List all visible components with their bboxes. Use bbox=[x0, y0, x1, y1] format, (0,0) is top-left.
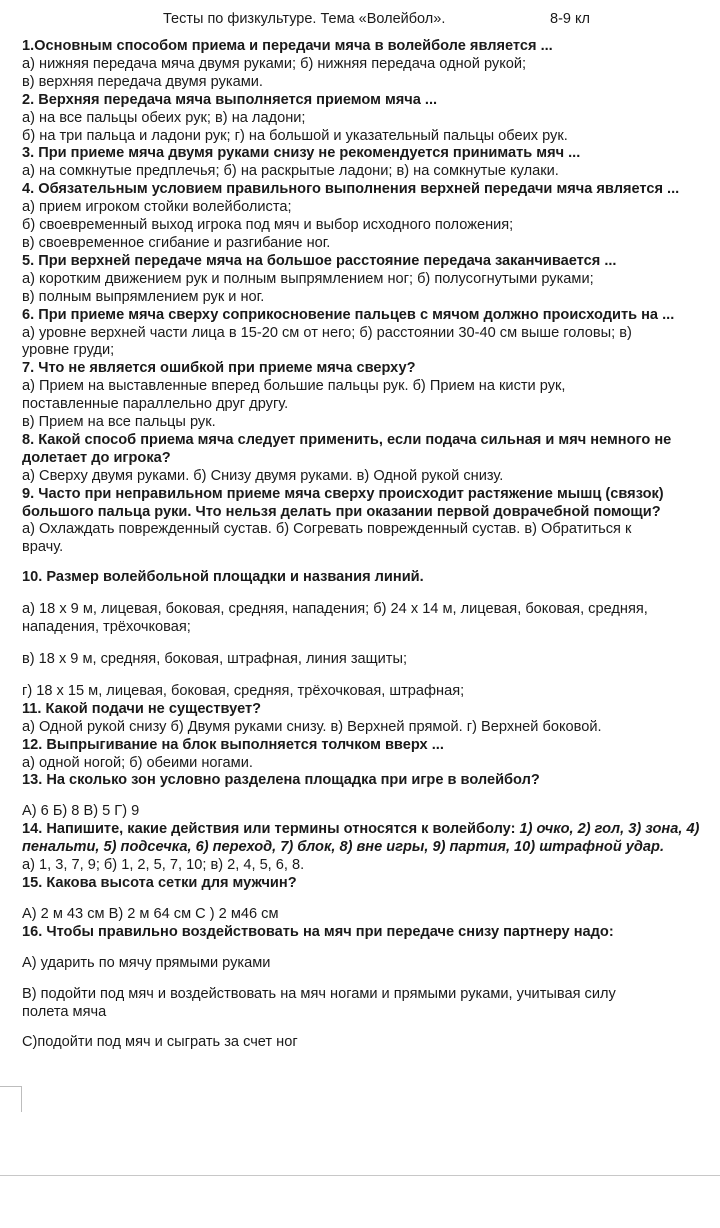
answer-line: а) Прием на выставленные вперед большие пальцы рук. б) Прием на кисти рук, bbox=[22, 378, 566, 395]
question-10: 10. Размер волейбольной площадки и названия линий. bbox=[22, 569, 424, 586]
answer-line: а) Сверху двумя руками. б) Снизу двумя руками. в) Одной рукой снизу. bbox=[22, 467, 504, 484]
answer-line: а) уровне верхней части лица в 15-20 см от него; б) расстоянии 30-40 см выше головы; в) bbox=[22, 324, 632, 341]
answer-line: а) 18 х 9 м, лицевая, боковая, средняя, нападения; б) 24 х 14 м, лицевая, боковая, средняя, bbox=[22, 601, 648, 618]
question-7: 7. Что не является ошибкой при приеме мяча сверху? bbox=[22, 360, 416, 377]
grade-label: 8-9 кл bbox=[550, 11, 590, 27]
answer-line: а) Одной рукой снизу б) Двумя руками снизу. в) Верхней прямой. г) Верхней боковой. bbox=[22, 718, 602, 735]
answer-line: С)подойти под мяч и сыграть за счет ног bbox=[22, 1034, 298, 1051]
question-12: 12. Выпрыгивание на блок выполняется толчком вверх ... bbox=[22, 736, 444, 753]
answer-line: А) 6 Б) 8 В) 5 Г) 9 bbox=[22, 803, 140, 820]
question-16: 16. Чтобы правильно воздействовать на мяч при передаче снизу партнеру надо: bbox=[22, 923, 614, 940]
question-9: 9. Часто при неправильном приеме мяча сверху происходит растяжение мышц (связок) bbox=[22, 485, 664, 502]
test-title: Тесты по физкультуре. Тема «Волейбол». bbox=[163, 11, 446, 27]
question-6: 6. При приеме мяча сверху соприкосновение пальцев с мячом должно происходить на ... bbox=[22, 306, 675, 323]
answer-line: а) одной ногой; б) обеими ногами. bbox=[22, 754, 253, 771]
answer-line: г) 18 х 15 м, лицевая, боковая, средняя, трёхочковая, штрафная; bbox=[22, 682, 465, 699]
question-2: 2. Верхняя передача мяча выполняется приемом мяча ... bbox=[22, 91, 438, 108]
question-14-intro: 14. Напишите, какие действия или термины относятся к волейболу: bbox=[22, 821, 516, 838]
answer-line: а) на все пальцы обеих рук; в) на ладони; bbox=[22, 109, 306, 126]
answer-line: б) на три пальца и ладони рук; г) на большой и указательный пальцы обеих рук. bbox=[22, 127, 568, 144]
answer-line: в) верхняя передача двумя руками. bbox=[22, 73, 263, 90]
answer-line: в) своевременное сгибание и разгибание ног. bbox=[22, 234, 331, 251]
question-9-cont: большого пальца руки. Что нельзя делать при оказании первой доврачебной помощи? bbox=[22, 503, 661, 520]
answer-line: А) 2 м 43 см В) 2 м 64 см С ) 2 м46 см bbox=[22, 905, 279, 922]
answer-line: уровне груди; bbox=[22, 342, 115, 359]
corner-box bbox=[0, 1086, 22, 1112]
answer-line: а) коротким движением рук и полным выпрямлением ног; б) полусогнутыми руками; bbox=[22, 270, 594, 287]
question-8: 8. Какой способ приема мяча следует применить, если подача сильная и мяч немного не bbox=[22, 431, 672, 448]
answer-line: а) 1, 3, 7, 9; б) 1, 2, 5, 7, 10; в) 2, 4, 5, 6, 8. bbox=[22, 857, 305, 874]
answer-line: А) ударить по мячу прямыми руками bbox=[22, 954, 271, 971]
test-content bbox=[22, 38, 718, 1052]
answer-line: нападения, трёхочковая; bbox=[22, 619, 191, 636]
question-3: 3. При приеме мяча двумя руками снизу не рекомендуется принимать мяч ... bbox=[22, 145, 581, 162]
question-14 bbox=[22, 821, 718, 839]
answer-line: В) подойти под мяч и воздействовать на мяч ногами и прямыми руками, учитывая силу bbox=[22, 985, 616, 1002]
answer-line: в) полным выпрямлением рук и ног. bbox=[22, 288, 265, 305]
answer-line: в) 18 х 9 м, средняя, боковая, штрафная, линия защиты; bbox=[22, 651, 408, 667]
answer-line: а) Охлаждать поврежденный сустав. б) Согревать поврежденный сустав. в) Обратиться к bbox=[22, 521, 632, 538]
page-header bbox=[163, 10, 623, 28]
question-15: 15. Какова высота сетки для мужчин? bbox=[22, 874, 297, 891]
answer-line: б) своевременный выход игрока под мяч и выбор исходного положения; bbox=[22, 217, 514, 234]
question-5: 5. При верхней передаче мяча на большое расстояние передача заканчивается ... bbox=[22, 252, 617, 269]
question-8-cont: долетает до игрока? bbox=[22, 449, 171, 466]
answer-line: врачу. bbox=[22, 539, 64, 556]
question-4: 4. Обязательным условием правильного выполнения верхней передачи мяча является ... bbox=[22, 181, 680, 198]
answer-line: а) нижняя передача мяча двумя руками; б) нижняя передача одной рукой; bbox=[22, 55, 527, 72]
answer-line: а) на сомкнутые предплечья; б) на раскрытые ладони; в) на сомкнутые кулаки. bbox=[22, 163, 559, 180]
question-14-terms: 1) очко, 2) гол, 3) зона, 4) bbox=[519, 821, 700, 838]
question-14-terms-cont: пенальти, 5) подсечка, 6) переход, 7) блок, 8) вне игры, 9) партия, 10) штрафной удар. bbox=[22, 839, 665, 856]
question-13: 13. На сколько зон условно разделена площадка при игре в волейбол? bbox=[22, 772, 540, 789]
answer-line: а) прием игроком стойки волейболиста; bbox=[22, 199, 292, 216]
answer-line: поставленные параллельно друг другу. bbox=[22, 396, 289, 413]
divider-line bbox=[0, 1175, 720, 1176]
question-1: 1.Основным способом приема и передачи мяча в волейболе является ... bbox=[22, 38, 553, 54]
answer-line: полета мяча bbox=[22, 1003, 107, 1020]
question-11: 11. Какой подачи не существует? bbox=[22, 700, 262, 717]
answer-line: в) Прием на все пальцы рук. bbox=[22, 414, 216, 431]
